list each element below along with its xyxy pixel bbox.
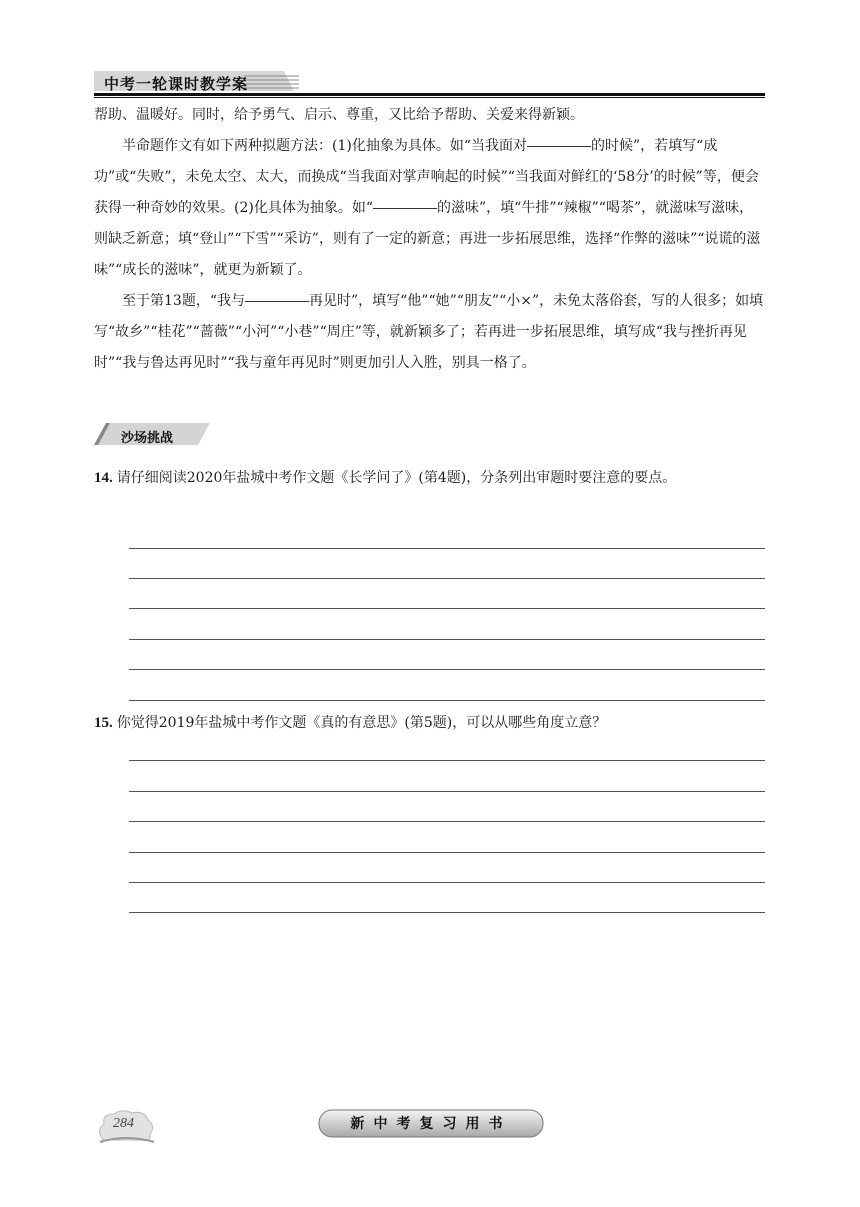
header-divider-thin xyxy=(94,97,765,98)
question-15 xyxy=(94,708,765,739)
paragraph-text: 的时候”，若填写“成功”或“失败”，未免太空、太大，而换成“当我面对掌声响起的时候”“当我面对鲜红的‘58分’的时候”等，便会获得一种奇妙的效果。(2)化具体为抽象。如“ xyxy=(94,138,759,216)
paragraph-text: 至于第13题，“我与 xyxy=(122,293,245,309)
answer-line[interactable] xyxy=(129,669,765,670)
answer-line[interactable] xyxy=(129,608,765,609)
fill-blank xyxy=(527,145,591,147)
question-text: 你觉得2019年盐城中考作文题《真的有意思》(第5题)，可以从哪些角度立意？ xyxy=(116,715,607,731)
paragraph-question-13 xyxy=(94,286,765,379)
paragraph-text: 再见时”，填写“他”“她”“朋友”“小×”，未免太落俗套，写的人很多；如填写“故乡”“桂花”“蔷薇”“小河”“小巷”“周庄”等，就新颖多了；若再进一步拓展思维，填写成“我与挫折再见时”“我与鲁达再见时”“我与童年再见时”则更加引人入胜，别具一格了。 xyxy=(94,293,764,371)
footer-book-title: 新中考复习用书 xyxy=(350,1116,512,1132)
page-number: 284 xyxy=(113,1116,134,1131)
fill-blank xyxy=(245,300,309,302)
answer-line[interactable] xyxy=(129,578,765,579)
answer-line[interactable] xyxy=(129,882,765,883)
answer-line[interactable] xyxy=(129,700,765,701)
answer-line[interactable] xyxy=(129,639,765,640)
page-header-title: 中考一轮课时教学案 xyxy=(104,75,249,93)
paragraph-semi-titled-methods xyxy=(94,131,765,286)
answer-line[interactable] xyxy=(129,852,765,853)
section-title: 沙场挑战 xyxy=(121,431,174,446)
paragraph-text: 半命题作文有如下两种拟题方法：(1)化抽象为具体。如“当我面对 xyxy=(122,138,527,154)
header-divider xyxy=(94,93,765,96)
fill-blank xyxy=(373,207,437,209)
answer-line[interactable] xyxy=(129,821,765,822)
answer-line[interactable] xyxy=(129,760,765,761)
paragraph-text: 的滋味”，填“牛排”“辣椒”“喝茶”，就滋味写滋味，则缺乏新意；填“登山”“下雪”“采访”，则有了一定的新意；再进一步拓展思维，选择“作弊的滋味”“说谎的滋味”“成长的滋味”，就更为新颖了。 xyxy=(94,200,761,278)
answer-line[interactable] xyxy=(129,912,765,913)
question-14 xyxy=(94,463,765,494)
question-number: 15. xyxy=(94,715,113,731)
paragraph-continuation: 帮助、温暖好。同时，给予勇气、启示、尊重，又比给予帮助、关爱来得新颖。 xyxy=(94,107,584,123)
question-text: 请仔细阅读2020年盐城中考作文题《长学问了》(第4题)，分条列出审题时要注意的要点。 xyxy=(116,470,677,486)
answer-line[interactable] xyxy=(129,791,765,792)
question-number: 14. xyxy=(94,470,113,486)
answer-line[interactable] xyxy=(129,548,765,549)
